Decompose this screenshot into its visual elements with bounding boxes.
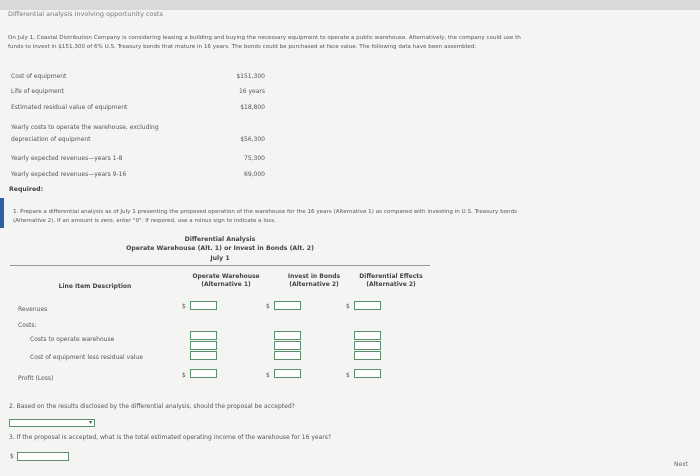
question-marker xyxy=(0,198,4,228)
intro-line-1: On July 1, Coastal Distribution Company is considering leasing a building and buying the necessary equipment to operate a public warehouse. Alternatively, the company could use th xyxy=(8,35,521,41)
data-value: $18,800 xyxy=(240,104,265,111)
intro-line-2: funds to invest in $151,300 of 6% U.S. Treasury bonds that mature in 16 years. The bonds could be purchased at face value. The following data have been assembled: xyxy=(8,44,477,50)
question-1-line-2: (Alternative 2). If an amount is zero, enter "0". If required, use a minus sign to indicate a loss. xyxy=(13,218,276,224)
col-header-alt2 xyxy=(278,273,350,289)
col-header-alt2-line-1: Invest in Bonds xyxy=(287,273,341,280)
currency-sign: $ xyxy=(10,453,14,460)
diff-costs-input[interactable] xyxy=(354,351,381,360)
row-label-equipment-cost: Cost of equipment less residual value xyxy=(30,354,143,361)
data-value: $56,300 xyxy=(240,136,265,143)
diff-equipment-cost-input[interactable] xyxy=(354,341,381,350)
row-label-costs: Costs: xyxy=(18,322,37,329)
diff-revenues-input[interactable] xyxy=(354,301,381,310)
question-1-line-1: 1. Prepare a differential analysis as of July 1 presenting the proposed operation of the warehouse for the 16 years (Alternative 1) as compared with investing in U.S. Treasury bonds xyxy=(13,209,518,215)
row-label-profit: Profit (Loss) xyxy=(18,375,54,382)
alt2-profit-input[interactable] xyxy=(274,369,301,378)
col-header-alt1 xyxy=(176,273,276,289)
question-2: 2. Based on the results disclosed by the differential analysis, should the proposal be accepted? xyxy=(9,403,295,410)
alt1-costs-input[interactable] xyxy=(190,351,217,360)
currency-sign: $ xyxy=(182,303,186,310)
problem-intro xyxy=(8,34,698,52)
data-label: Estimated residual value of equipment xyxy=(11,104,128,111)
alt2-operating-costs-input[interactable] xyxy=(274,331,301,340)
alt2-revenues-input[interactable] xyxy=(274,301,301,310)
table-title: Differential Analysis xyxy=(184,236,256,243)
row-label-revenues: Revenues xyxy=(18,306,48,313)
accept-proposal-select[interactable] xyxy=(9,419,95,427)
alt1-operating-costs-input[interactable] xyxy=(190,331,217,340)
alt2-equipment-cost-input[interactable] xyxy=(274,341,301,350)
currency-sign: $ xyxy=(346,372,350,379)
row-label-operating-costs: Costs to operate warehouse xyxy=(30,336,115,343)
diff-profit-input[interactable] xyxy=(354,369,381,378)
data-value: $151,300 xyxy=(236,73,265,80)
data-label: Yearly expected revenues—years 1-8 xyxy=(11,155,123,162)
data-label: Cost of equipment xyxy=(11,73,67,80)
col-header-differential xyxy=(350,273,432,289)
data-label: depreciation of equipment xyxy=(11,136,91,143)
required-heading: Required: xyxy=(9,186,44,193)
header-rule xyxy=(10,265,430,266)
page-title: Differential analysis involving opportunity costs xyxy=(8,10,163,18)
alt1-revenues-input[interactable] xyxy=(190,301,217,310)
table-date: July 1 xyxy=(210,255,230,262)
data-label: Yearly costs to operate the warehouse, excluding xyxy=(11,124,159,131)
col-header-description: Line Item Description xyxy=(58,283,132,290)
alt2-costs-input[interactable] xyxy=(274,351,301,360)
data-value: 16 years xyxy=(238,88,265,95)
next-button[interactable]: Next xyxy=(674,461,688,468)
col-header-alt2-line-2: (Alternative 2) xyxy=(289,281,339,288)
col-header-alt1-line-1: Operate Warehouse xyxy=(192,273,260,280)
data-value: 75,300 xyxy=(244,155,265,162)
table-subtitle: Operate Warehouse (Alt. 1) or Invest in Bonds (Alt. 2) xyxy=(126,245,314,252)
data-label: Yearly expected revenues—years 9-16 xyxy=(11,171,127,178)
currency-sign: $ xyxy=(266,372,270,379)
chevron-down-icon: ▾ xyxy=(88,419,92,426)
alt1-profit-input[interactable] xyxy=(190,369,217,378)
currency-sign: $ xyxy=(182,372,186,379)
question-1 xyxy=(13,208,698,226)
alt1-equipment-cost-input[interactable] xyxy=(190,341,217,350)
question-3: 3. If the proposal is accepted, what is the total estimated operating income of the warehouse for 16 years? xyxy=(9,434,332,441)
col-header-differential-line-2: (Alternative 2) xyxy=(366,281,416,288)
col-header-differential-line-1: Differential Effects xyxy=(359,273,423,280)
operating-income-input[interactable] xyxy=(17,452,69,461)
currency-sign: $ xyxy=(266,303,270,310)
col-header-alt1-line-2: (Alternative 1) xyxy=(201,281,251,288)
data-value: 69,000 xyxy=(244,171,265,178)
currency-sign: $ xyxy=(346,303,350,310)
data-label: Life of equipment xyxy=(11,88,64,95)
top-bar xyxy=(0,0,700,10)
diff-operating-costs-input[interactable] xyxy=(354,331,381,340)
